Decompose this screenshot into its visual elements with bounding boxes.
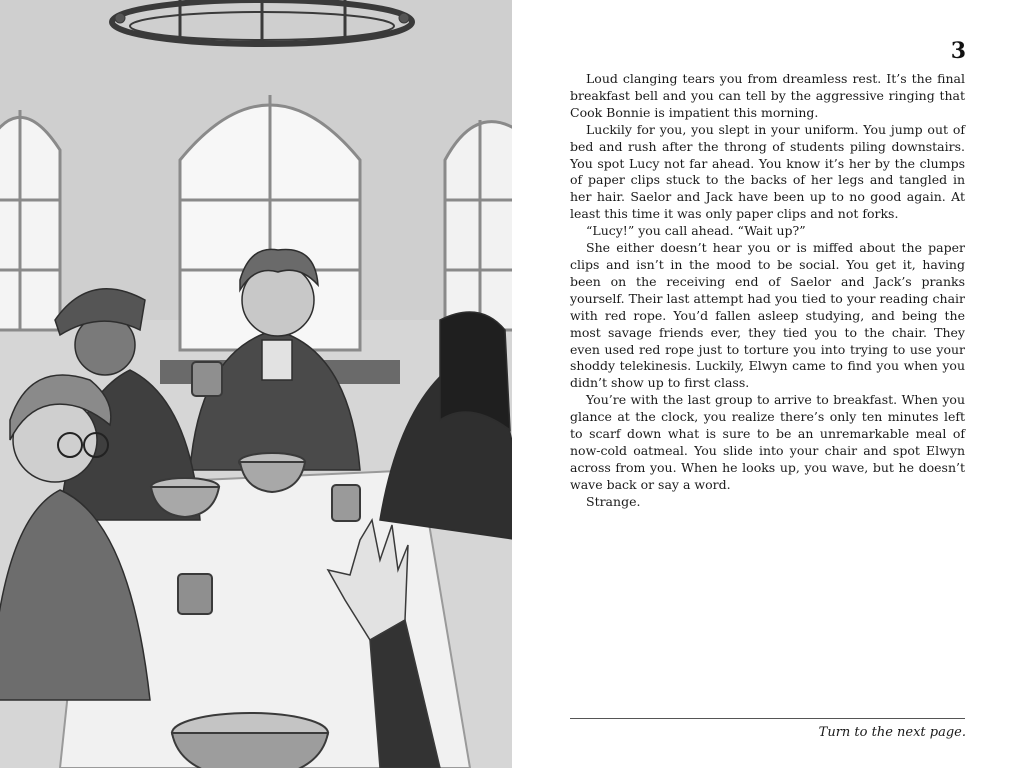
- right-window: [445, 120, 512, 330]
- paragraph: You’re with the last group to arrive to breakfast. When you glance at the clock, you realize there’s only ten minutes left to scarf down what is sure to be an unremarkable meal of now-cold oatmeal. You slide into your chair and spot Elwyn across from you. When he looks up, you wave, but he doesn’t wave back or say a word.: [570, 392, 965, 492]
- paragraph: Strange.: [586, 493, 641, 509]
- text-page: [512, 0, 1024, 768]
- turn-page-prompt: Turn to the next page.: [818, 725, 966, 740]
- paragraph: She either doesn’t hear you or is miffed about the paper clips and isn’t in the mood to be social. You get it, having been on the receiving end of Saelor and Jack’s pranks yourself. Their last attempt had you tied to your reading chair with red rope. You’d fallen asleep studying, and being the most savage friends ever, they tied you to the chair. They even used red rope just to torture you into trying to use your shoddy telekinesis. Luckily, Elwyn came to find you when you didn’t show up to first class.: [570, 240, 965, 391]
- story-body: [570, 71, 965, 511]
- paragraph: “Lucy!” you call ahead. “Wait up?”: [586, 223, 806, 239]
- paragraph: Luckily for you, you slept in your uniform. You jump out of bed and rush after the throng of students piling downstairs. You spot Lucy not far ahead. You know it’s her by the clumps of paper clips stuck to the backs of her legs and tangled in her hair. Saelor and Jack have been up to no good again. At least this time it was only paper clips and not forks.: [570, 121, 965, 222]
- paragraph: Loud clanging tears you from dreamless rest. It’s the final breakfast bell and you can tell by the aggressive ringing that Cook Bonnie is impatient this morning.: [570, 71, 965, 120]
- page-number: 3: [950, 38, 966, 64]
- footer-divider: [570, 718, 965, 719]
- left-window: [0, 110, 60, 330]
